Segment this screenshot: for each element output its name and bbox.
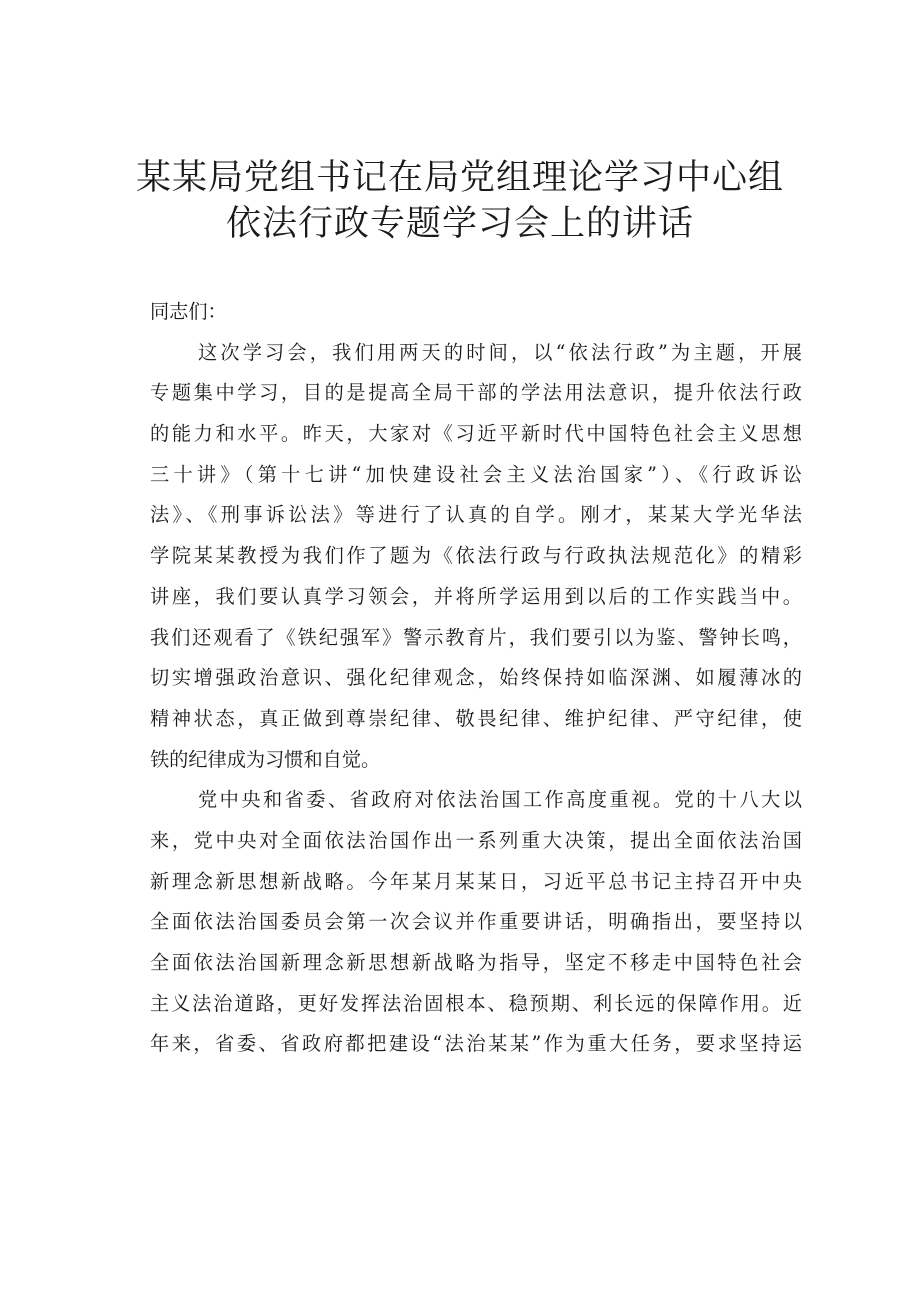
document-title <box>100 155 820 247</box>
paragraph-line: 党中央和省委、省政府对依法治国工作高度重视。党的十八大以 <box>198 788 802 812</box>
paragraph-line: 我们还观看了《铁纪强军》警示教育片，我们要引以为鉴、警钟长鸣， <box>150 625 802 649</box>
paragraph-2 <box>150 780 802 1065</box>
paragraph-line: 新理念新思想新战略。今年某月某某日，习近平总书记主持召开中央 <box>150 869 802 893</box>
paragraph-line: 专题集中学习，目的是提高全局干部的学法用法意识，提升依法行政 <box>150 381 802 405</box>
paragraph-line: 学院某某教授为我们作了题为《依法行政与行政执法规范化》的精彩 <box>150 544 802 568</box>
paragraph-line: 来，党中央对全面依法治国作出一系列重大决策，提出全面依法治国 <box>150 828 802 852</box>
title-line-2: 依法行政专题学习会上的讲话 <box>225 204 694 244</box>
paragraph-line: 年来，省委、省政府都把建设“法治某某”作为重大任务，要求坚持运 <box>150 1032 802 1056</box>
paragraph-line: 主义法治道路，更好发挥法治固根本、稳预期、利长远的保障作用。近 <box>150 991 802 1015</box>
paragraph-line: 三十讲》（第十七讲“加快建设社会主义法治国家”）、《行政诉讼 <box>150 462 802 486</box>
paragraph-line: 精神状态，真正做到尊崇纪律、敬畏纪律、维护纪律、严守纪律，使 <box>150 706 802 730</box>
paragraph-line: 切实增强政治意识、强化纪律观念，始终保持如临深渊、如履薄冰的 <box>150 666 802 690</box>
paragraph-line: 铁的纪律成为习惯和自觉。 <box>150 747 381 771</box>
paragraph-line: 这次学习会，我们用两天的时间，以“依法行政”为主题，开展 <box>198 340 802 364</box>
paragraph-line: 全面依法治国新理念新思想新战略为指导，坚定不移走中国特色社会 <box>150 951 802 974</box>
paragraph-line: 法》、《刑事诉讼法》等进行了认真的自学。刚才，某某大学光华法 <box>150 503 802 527</box>
title-line-1: 某某局党组书记在局党组理论学习中心组 <box>135 158 784 198</box>
paragraph-line: 全面依法治国委员会第一次会议并作重要讲话，明确指出，要坚持以 <box>150 910 802 934</box>
paragraph-1 <box>150 333 802 781</box>
salutation: 同志们： <box>150 300 227 323</box>
paragraph-line: 讲座，我们要认真学习领会，并将所学运用到以后的工作实践当中。 <box>150 584 802 608</box>
document-body <box>150 292 802 1065</box>
paragraph-line: 的能力和水平。昨天，大家对《习近平新时代中国特色社会主义思想 <box>150 422 802 446</box>
